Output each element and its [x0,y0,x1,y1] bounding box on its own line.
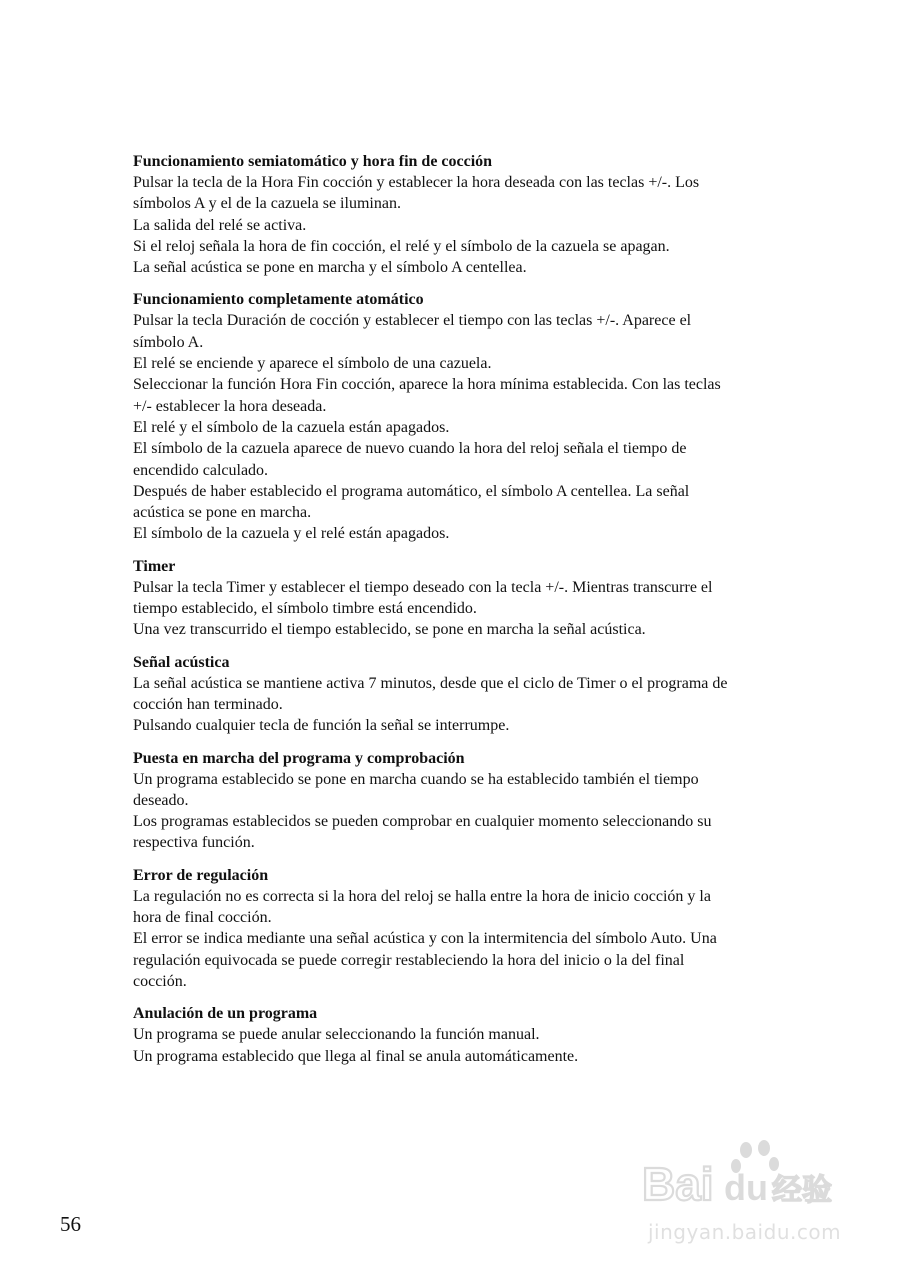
paragraph-line: Seleccionar la función Hora Fin cocción, aparece la hora mínima establecida. Con las teclas [133,376,721,394]
section-heading: Funcionamiento semiatomático y hora fin de cocción [133,153,493,170]
section [133,151,805,278]
section [133,748,805,854]
paragraph-line: hora de final cocción. [133,909,272,927]
paragraph-line: Pulsar la tecla Timer y establecer el tiempo deseado con la tecla +/-. Mientras transcurre el [133,578,713,596]
page-number: 56 [60,1212,81,1236]
paragraph-line: La regulación no es correcta si la hora del reloj se halla entre la hora de inicio cocción y la [133,887,711,905]
paragraph-line: El símbolo de la cazuela y el relé están apagados. [133,525,450,543]
paragraph-line: +/- establecer la hora deseada. [133,397,327,415]
section [133,289,805,544]
paragraph-line: Pulsar la tecla Duración de cocción y establecer el tiempo con las teclas +/-. Aparece el [133,312,692,330]
paragraph-line: acústica se pone en marcha. [133,504,312,522]
section-heading: Puesta en marcha del programa y comprobación [133,749,465,767]
logo-cn-text: 经验 [772,1173,832,1208]
logo-du-text: du [724,1167,768,1208]
document-body [133,151,805,1078]
paragraph-line: respectiva función. [133,834,255,852]
section [133,556,805,641]
paragraph-line: Pulsando cualquier tecla de función la señal se interrumpe. [133,717,510,735]
paragraph-line: La salida del relé se activa. [133,216,307,234]
section-heading: Señal acústica [133,653,230,671]
paragraph-line: Después de haber establecido el programa automático, el símbolo A centellea. La señal [133,482,690,500]
paragraph-line: deseado. [133,791,189,809]
paragraph-line: El relé se enciende y aparece el símbolo de una cazuela. [133,355,492,373]
paragraph-line: cocción han terminado. [133,695,283,713]
section-heading: Funcionamiento completamente atomático [133,291,424,309]
paragraph-line: La señal acústica se mantiene activa 7 minutos, desde que el ciclo de Timer o el programa de [133,674,728,692]
paragraph-line: símbolo A. [133,333,204,351]
section [133,1003,805,1067]
paragraph-line: tiempo establecido, el símbolo timbre está encendido. [133,600,477,618]
paragraph-line: La señal acústica se pone en marcha y el símbolo A centellea. [133,259,527,277]
paragraph-line: El error se indica mediante una señal acústica y con la intermitencia del símbolo Auto. Una [133,930,717,948]
paragraph-line: Los programas establecidos se pueden comprobar en cualquier momento seleccionando su [133,813,712,831]
paragraph-line: El símbolo de la cazuela aparece de nuevo cuando la hora del reloj señala el tiempo de [133,440,687,458]
baidu-logo [640,1140,840,1218]
paragraph-line: símbolos A y el de la cazuela se iluminan. [133,195,401,213]
paragraph-line: Un programa establecido se pone en marcha cuando se ha establecido también el tiempo [133,770,699,788]
paragraph-line: Un programa se puede anular seleccionando la función manual. [133,1026,540,1044]
section-heading: Timer [133,557,176,575]
paragraph-line: El relé y el símbolo de la cazuela están apagados. [133,418,450,436]
paragraph-line: encendido calculado. [133,461,269,479]
paragraph-line: regulación equivocada se puede corregir restableciendo la hora del inicio o la del final [133,951,685,969]
paragraph-line: Pulsar la tecla de la Hora Fin cocción y establecer la hora deseada con las teclas +/-. Los [133,174,700,191]
paragraph-line: cocción. [133,972,187,990]
watermark-url: jingyan.baidu.com [648,1220,842,1244]
section-heading: Anulación de un programa [133,1005,318,1023]
logo-bai-text: Bai [642,1158,714,1210]
paragraph-line: Una vez transcurrido el tiempo establecido, se pone en marcha la señal acústica. [133,621,646,639]
baidu-jingyan-watermark [618,1140,850,1250]
section [133,652,805,737]
section-heading: Error de regulación [133,866,269,884]
paragraph-line: Si el reloj señala la hora de fin cocción, el relé y el símbolo de la cazuela se apagan. [133,237,670,255]
section [133,865,805,992]
paragraph-line: Un programa establecido que llega al final se anula automáticamente. [133,1047,579,1065]
